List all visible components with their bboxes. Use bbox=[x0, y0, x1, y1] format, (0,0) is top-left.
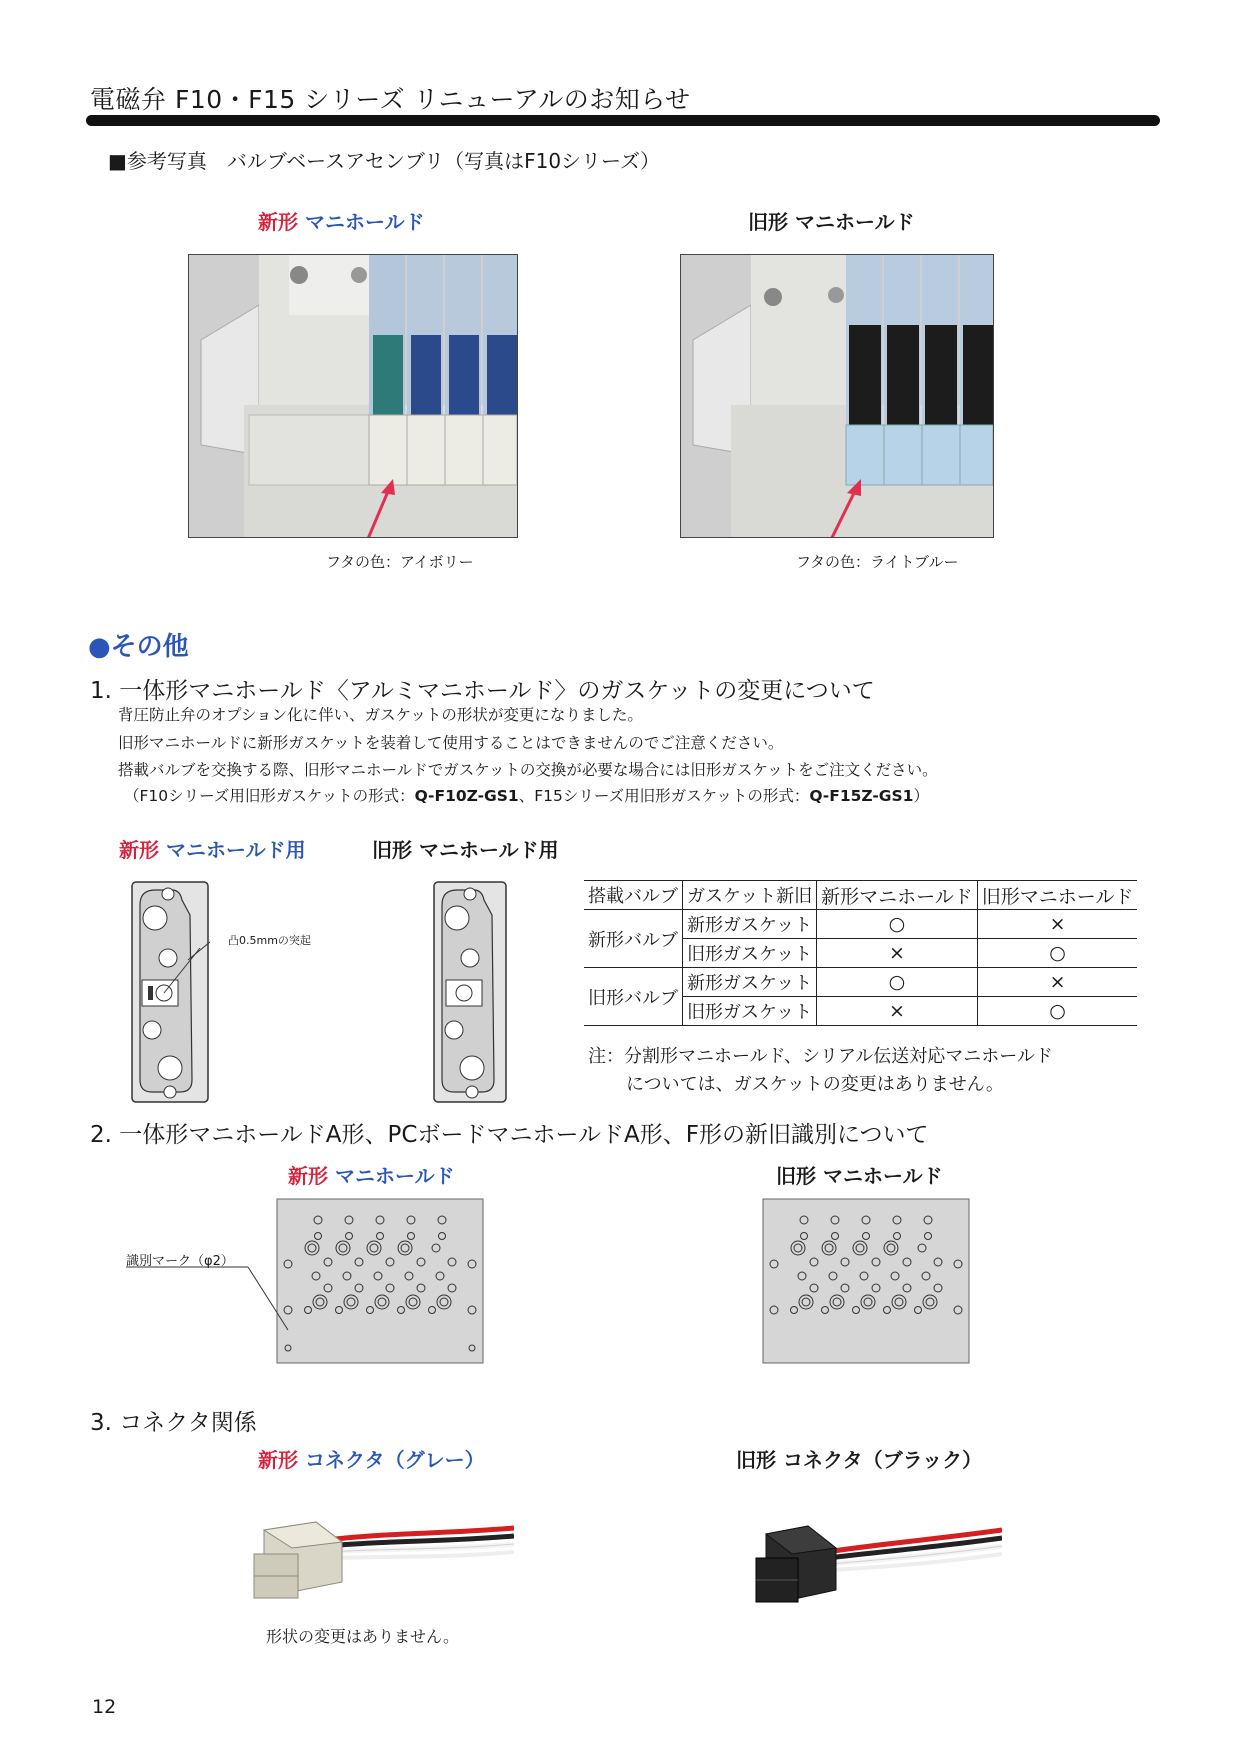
title-rule bbox=[86, 115, 1160, 126]
connector-new-caption-text: コネクタ（グレー） bbox=[304, 1448, 485, 1472]
new-tag: 新形 bbox=[258, 1448, 298, 1472]
id-mark-callout: 識別マーク（φ2） bbox=[126, 1254, 234, 1269]
new-manifold-caption bbox=[258, 206, 425, 235]
new-manifold-photo bbox=[188, 254, 518, 538]
gasket-cell: 旧形ガスケット bbox=[683, 997, 817, 1026]
connector-note: 形状の変更はありません。 bbox=[266, 1627, 459, 1646]
new-lid-color-note: フタの色：アイボリー bbox=[326, 553, 474, 571]
line4-part-c: 、F15シリーズ用旧形ガスケットの形式： bbox=[518, 787, 810, 805]
old-manifold-plate bbox=[762, 1198, 970, 1364]
item1-line3: 搭載バルブを交換する際、旧形マニホールドでガスケットの交換が必要な場合には旧形ガスケットをご注文ください。 bbox=[118, 761, 938, 779]
plate-new-caption-text: マニホールド bbox=[334, 1164, 455, 1188]
new-tag: 新形 bbox=[119, 838, 159, 862]
new-caption-text: マニホールド bbox=[304, 210, 425, 234]
compat-cell: × bbox=[817, 997, 978, 1026]
gray-connector-image bbox=[246, 1512, 514, 1616]
gasket-old-caption: 旧形 マニホールド用 bbox=[372, 838, 559, 862]
line4-part-e: ） bbox=[913, 787, 929, 805]
old-tag: 旧形 bbox=[748, 210, 788, 234]
item2-title: 2. 一体形マニホールドA形、PCボードマニホールドA形、F形の新旧識別について bbox=[90, 1122, 929, 1148]
old-caption-text: マニホールド bbox=[794, 210, 915, 234]
gasket-new-caption bbox=[119, 834, 306, 863]
compat-cell: × bbox=[977, 968, 1137, 997]
black-connector-image bbox=[746, 1512, 1002, 1616]
item1-line4 bbox=[124, 789, 929, 805]
compat-cell: ○ bbox=[977, 939, 1137, 968]
gasket-cell: 旧形ガスケット bbox=[683, 939, 817, 968]
id-mark-leader bbox=[126, 1266, 296, 1336]
old-lid-color-note: フタの色：ライトブルー bbox=[796, 553, 959, 571]
table-note-line2: については、ガスケットの変更はありません。 bbox=[626, 1074, 1004, 1095]
compat-cell: × bbox=[817, 939, 978, 968]
line4-part-a: （F10シリーズ用旧形ガスケットの形式： bbox=[124, 787, 415, 805]
new-tag: 新形 bbox=[288, 1164, 328, 1188]
f10-gasket-model: Q-F10Z-GS1 bbox=[414, 787, 519, 805]
header-valve: 搭載バルブ bbox=[584, 881, 683, 910]
connector-old-caption: 旧形 コネクタ（ブラック） bbox=[736, 1448, 983, 1472]
compat-cell: ○ bbox=[817, 910, 978, 939]
table-note bbox=[588, 1043, 1053, 1099]
plate-old-caption: 旧形 マニホールド bbox=[776, 1164, 943, 1188]
item1-line1: 背圧防止弁のオプション化に伴い、ガスケットの形状が変更になりました。 bbox=[118, 706, 643, 724]
new-manifold-plate bbox=[276, 1198, 484, 1364]
compat-cell: × bbox=[977, 910, 1137, 939]
new-tag: 新形 bbox=[258, 210, 298, 234]
table-note-line1: 注：分割形マニホールド、シリアル伝送対応マニホールド bbox=[588, 1046, 1053, 1067]
header-old-manifold: 旧形マニホールド bbox=[977, 881, 1137, 910]
f15-gasket-model: Q-F15Z-GS1 bbox=[809, 787, 914, 805]
gasket-compat-table bbox=[584, 880, 1137, 1026]
gasket-cell: 新形ガスケット bbox=[683, 968, 817, 997]
page-title: 電磁弁 F10・F15 シリーズ リニューアルのお知らせ bbox=[90, 85, 691, 114]
old-manifold-photo bbox=[680, 254, 994, 538]
page-number: 12 bbox=[92, 1696, 117, 1718]
header-gasket: ガスケット新旧 bbox=[683, 881, 817, 910]
valve-group-new: 新形バルブ bbox=[584, 910, 683, 968]
table-row bbox=[584, 968, 1137, 997]
gasket-cell: 新形ガスケット bbox=[683, 910, 817, 939]
old-gasket-drawing bbox=[432, 880, 508, 1104]
plate-new-caption bbox=[288, 1160, 455, 1189]
other-heading: ●その他 bbox=[88, 632, 189, 662]
table-header-row bbox=[584, 881, 1137, 910]
header-new-manifold: 新形マニホールド bbox=[817, 881, 978, 910]
item1-line2: 旧形マニホールドに新形ガスケットを装着して使用することはできませんのでご注意ください。 bbox=[118, 734, 784, 752]
compat-cell: ○ bbox=[977, 997, 1137, 1026]
connector-new-caption bbox=[258, 1444, 485, 1473]
table-row bbox=[584, 910, 1137, 939]
old-manifold-caption bbox=[748, 206, 915, 235]
new-gasket-drawing bbox=[130, 880, 210, 1104]
item3-title: 3. コネクタ関係 bbox=[90, 1410, 257, 1436]
protrusion-callout: 凸0.5mmの突起 bbox=[228, 934, 311, 947]
compat-cell: ○ bbox=[817, 968, 978, 997]
item1-title: 1. 一体形マニホールド〈アルミマニホールド〉のガスケットの変更について bbox=[90, 678, 875, 704]
photo-subheading: ■参考写真 バルブベースアセンブリ（写真はF10シリーズ） bbox=[108, 149, 661, 173]
gasket-new-caption-text: マニホールド用 bbox=[165, 838, 306, 862]
valve-group-old: 旧形バルブ bbox=[584, 968, 683, 1026]
